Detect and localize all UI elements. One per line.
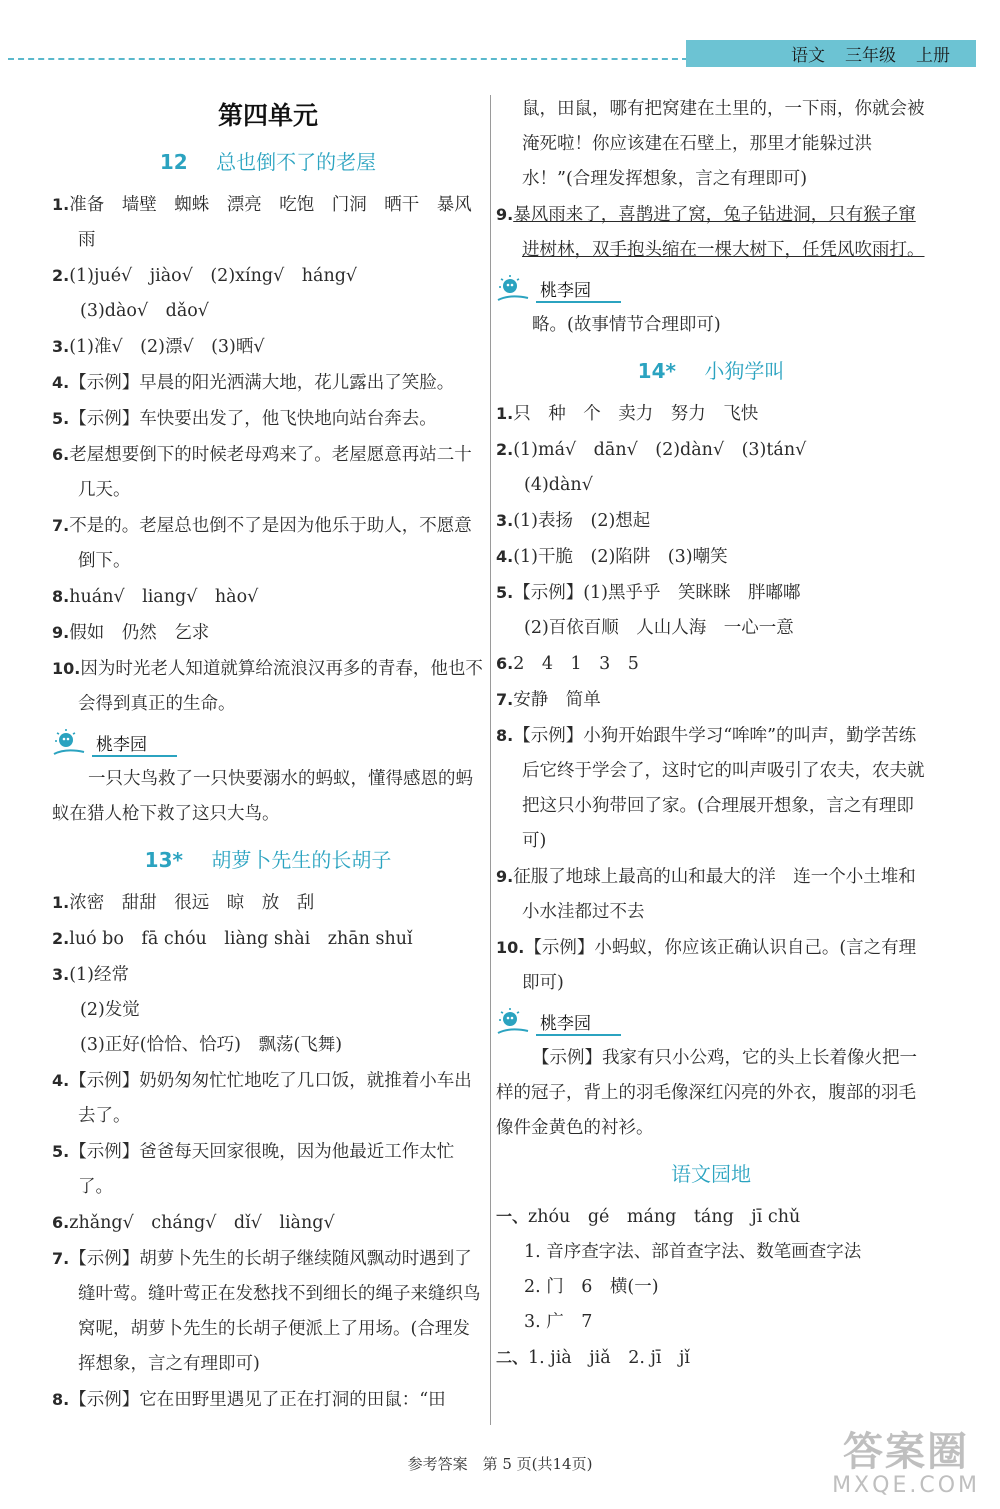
garden-title <box>496 1158 926 1187</box>
taoliyuan-text: 略。(故事情节合理即可) <box>532 315 721 335</box>
answer-text: 征服了地球上最高的山和最大的洋 连一个小土堆和小水洼都过不去 <box>513 867 916 922</box>
answer-text: 【示例】车快要出发了，他飞快地向站台奔去。 <box>69 409 437 429</box>
answer-item <box>52 1382 484 1418</box>
answer-text: (1)má√ dān√ (2)dàn√ (3)tán√ <box>513 440 807 460</box>
answer-item <box>52 579 484 615</box>
lesson-12-answers <box>52 187 484 722</box>
answer-text: 【示例】早晨的阳光洒满大地，花儿露出了笑脸。 <box>69 373 455 393</box>
answer-number: 9. <box>52 623 70 642</box>
answer-number: 3. <box>52 337 70 356</box>
answer-text: 【示例】奶奶匆匆忙忙地吃了几口饭，就推着小车出去了。 <box>69 1071 472 1126</box>
lesson-14-title <box>496 355 926 384</box>
answer-item <box>496 575 926 611</box>
lesson-name: 总也倒不了的老屋 <box>216 150 377 174</box>
taoliyuan-label: 桃李园 <box>536 276 621 303</box>
lesson-13-answers <box>52 885 484 1418</box>
lesson-14-answers <box>496 396 926 1001</box>
answer-text: 【示例】爸爸每天回家很晚，因为他最近工作太忙了。 <box>69 1142 455 1197</box>
sun-mascot-icon <box>496 274 530 304</box>
unit-title: 第四单元 <box>217 101 318 130</box>
answer-item <box>496 718 926 859</box>
answer-number: 6. <box>52 1213 70 1232</box>
answer-text: (3)正好(恰恰、恰巧) 飘荡(飞舞) <box>80 1035 343 1055</box>
answer-item <box>52 401 484 437</box>
answer-text: 浓密 甜甜 很远 晾 放 刮 <box>69 893 315 913</box>
answer-text: 假如 仍然 乞求 <box>69 623 210 643</box>
answer-item <box>496 503 926 539</box>
answer-text: 【示例】它在田野里遇见了正在打洞的田鼠：“田 <box>69 1390 446 1410</box>
taoliyuan-text: 一只大鸟救了一只快要溺水的蚂蚁，懂得感恩的蚂蚁在猎人枪下救了这只大鸟。 <box>52 769 473 824</box>
taoliyuan-header <box>52 726 484 760</box>
answer-item <box>52 957 484 993</box>
header-dashed-line <box>8 58 688 60</box>
left-column <box>52 90 484 1418</box>
answer-number: 6. <box>52 445 70 464</box>
answer-item <box>496 1199 926 1235</box>
answer-text: (4)dàn√ <box>524 475 593 495</box>
answer-text: 暴风雨来了，喜鹊进了窝，兔子钻进洞，只有猴子窜进树林，双手抱头缩在一棵大树下，任凭风吹雨打。 <box>513 205 925 260</box>
answer-number: 9. <box>496 867 514 886</box>
answer-item <box>496 646 926 682</box>
answer-number: 4. <box>496 547 514 566</box>
answer-text: 【示例】小狗开始跟牛学习“哞哞”的叫声，勤学苦练后它终于学会了，这时它的叫声吸引了农夫，农夫就把这只小狗带回了家。(合理展开想象，言之有理即可) <box>513 726 925 851</box>
answer-text: (2)发觉 <box>80 1000 140 1020</box>
answer-text: (2)百依百顺 人山人海 一心一意 <box>524 618 794 638</box>
answer-text: zhóu gé máng táng jī chǔ <box>528 1207 801 1227</box>
answer-item <box>52 365 484 401</box>
taoliyuan-text: 【示例】我家有只小公鸡，它的头上长着像火把一样的冠子，背上的羽毛像深红闪亮的外衣，腹部的羽毛像件金黄色的衬衫。 <box>496 1048 917 1138</box>
answer-number: 2. <box>52 266 70 285</box>
answer-number: 7. <box>496 690 514 709</box>
answer-item <box>52 258 484 294</box>
lesson-12-title <box>52 146 484 175</box>
garden-name: 语文园地 <box>671 1162 751 1186</box>
taoliyuan-header <box>496 1005 926 1039</box>
header-volume: 上册 <box>916 46 950 66</box>
lesson-number: 12 <box>159 150 188 174</box>
header-subject: 语文 <box>791 46 825 66</box>
answer-number: 5. <box>52 409 70 428</box>
answer-item <box>496 1340 926 1376</box>
answer-text: 2. 门 6 横(一) <box>524 1277 659 1297</box>
answer-item <box>52 885 484 921</box>
answer-text: 2 4 1 3 5 <box>513 654 639 674</box>
answer-number: 10. <box>52 659 81 678</box>
answer-number: 8. <box>496 726 514 745</box>
answer-number: 1. <box>496 404 514 423</box>
answer-number: 4. <box>52 1071 70 1090</box>
answer-text: 安静 简单 <box>513 690 601 710</box>
answer-text: 1. 音序查字法、部首查字法、数笔画查字法 <box>524 1242 862 1262</box>
answer-item <box>496 1305 926 1340</box>
watermark-logo <box>832 1430 980 1498</box>
answer-number: 7. <box>52 516 70 535</box>
answer-number: 3. <box>52 965 70 984</box>
answer-text: (1)干脆 (2)陷阱 (3)嘲笑 <box>513 547 728 567</box>
answer-text: 因为时光老人知道就算给流浪汉再多的青春，他也不会得到真正的生命。 <box>78 659 483 714</box>
answer-text: 不是的。老屋总也倒不了是因为他乐于助人，不愿意倒下。 <box>69 516 472 571</box>
answer-number: 2. <box>52 929 70 948</box>
answer-item <box>496 1235 926 1270</box>
answer-number: 8. <box>52 1390 70 1409</box>
answer-item <box>52 508 484 579</box>
header-grade: 三年级 <box>845 46 896 66</box>
answer-number: 4. <box>52 373 70 392</box>
answer-item <box>52 329 484 365</box>
answer-item <box>52 993 484 1028</box>
answer-number: 二、 <box>496 1348 529 1367</box>
answer-item <box>52 1205 484 1241</box>
continued-answer: 鼠，田鼠，哪有把窝建在土里的，一下雨，你就会被淹死啦！你应该建在石壁上，那里才能躲过洪水！”(合理发挥想象，言之有理即可) <box>522 99 925 189</box>
answer-number: 一、 <box>496 1207 529 1226</box>
watermark-text: 答案圈 <box>843 1429 970 1475</box>
answer-item <box>496 197 926 268</box>
answer-text: 3. 广 7 <box>524 1312 593 1332</box>
answer-item <box>52 437 484 508</box>
page-footer: 参考答案 第 5 页(共14页) <box>407 1455 593 1473</box>
column-divider <box>490 95 491 1425</box>
answer-text: (1)jué√ jiào√ (2)xíng√ háng√ <box>69 266 358 286</box>
answer-text: 老屋想要倒下的时候老母鸡来了。老屋愿意再站二十几天。 <box>69 445 472 500</box>
answer-item <box>52 1134 484 1205</box>
answer-text: 【示例】(1)黑乎乎 笑眯眯 胖嘟嘟 <box>513 583 801 603</box>
lesson-name: 小狗学叫 <box>704 359 785 383</box>
answer-item <box>52 615 484 651</box>
answer-text: (1)表扬 (2)想起 <box>513 511 651 531</box>
header-tab <box>686 40 976 67</box>
answer-text: 准备 墙壁 蜘蛛 漂亮 吃饱 门洞 晒干 暴风雨 <box>69 195 472 250</box>
answer-item <box>52 1241 484 1382</box>
watermark-url: MXQE.COM <box>832 1473 980 1498</box>
answer-number: 1. <box>52 893 70 912</box>
answer-number: 7. <box>52 1249 70 1268</box>
answer-number: 5. <box>496 583 514 602</box>
answer-item <box>496 859 926 930</box>
taoliyuan-label: 桃李园 <box>536 1009 621 1036</box>
answer-number: 8. <box>52 587 70 606</box>
answer-number: 5. <box>52 1142 70 1161</box>
answer-text: zhǎng√ cháng√ dǐ√ liàng√ <box>69 1213 335 1233</box>
answer-item <box>496 611 926 646</box>
answer-item <box>496 468 926 503</box>
answer-text: 只 种 个 卖力 努力 飞快 <box>513 404 759 424</box>
sun-mascot-icon <box>52 728 86 758</box>
answer-number: 9. <box>496 205 514 224</box>
taoliyuan-label: 桃李园 <box>92 730 177 757</box>
answer-text: 【示例】小蚂蚁，你应该正确认识自己。(言之有理即可) <box>522 938 917 993</box>
lesson-name: 胡萝卜先生的长胡子 <box>211 848 392 872</box>
answer-item <box>52 187 484 258</box>
lesson-13-title <box>52 844 484 873</box>
answer-text: (1)经常 <box>69 965 130 985</box>
answer-number: 2. <box>496 440 514 459</box>
answer-text: (3)dào√ dǎo√ <box>80 301 209 321</box>
answer-item <box>496 930 926 1001</box>
answer-text: luó bo fā chóu liàng shài zhān shuǐ <box>69 929 413 949</box>
answer-item <box>496 396 926 432</box>
answer-number: 6. <box>496 654 514 673</box>
answer-text: 1. jià jiǎ 2. jī jǐ <box>528 1348 690 1368</box>
answer-item <box>52 294 484 329</box>
right-column <box>496 92 926 1376</box>
taoliyuan-header <box>496 272 926 306</box>
answer-text: huán√ liang√ hào√ <box>69 587 259 607</box>
answer-number: 10. <box>496 938 525 957</box>
answer-number: 3. <box>496 511 514 530</box>
answer-item <box>52 921 484 957</box>
answer-item <box>52 1028 484 1063</box>
answer-item <box>52 651 484 722</box>
lesson-number: 14* <box>637 359 676 383</box>
lesson-number: 13* <box>144 848 183 872</box>
garden-answers <box>496 1199 926 1376</box>
answer-item <box>496 1270 926 1305</box>
answer-item <box>496 539 926 575</box>
sun-mascot-icon <box>496 1007 530 1037</box>
answer-number: 1. <box>52 195 70 214</box>
answer-item <box>496 432 926 468</box>
answer-item <box>496 682 926 718</box>
answer-text: (1)准√ (2)漂√ (3)晒√ <box>69 337 265 357</box>
answer-text: 【示例】胡萝卜先生的长胡子继续随风飘动时遇到了缝叶莺。缝叶莺正在发愁找不到细长的绳子来缝织鸟窝呢，胡萝卜先生的长胡子便派上了用场。(合理发挥想象，言之有理即可) <box>69 1249 481 1374</box>
answer-item <box>52 1063 484 1134</box>
